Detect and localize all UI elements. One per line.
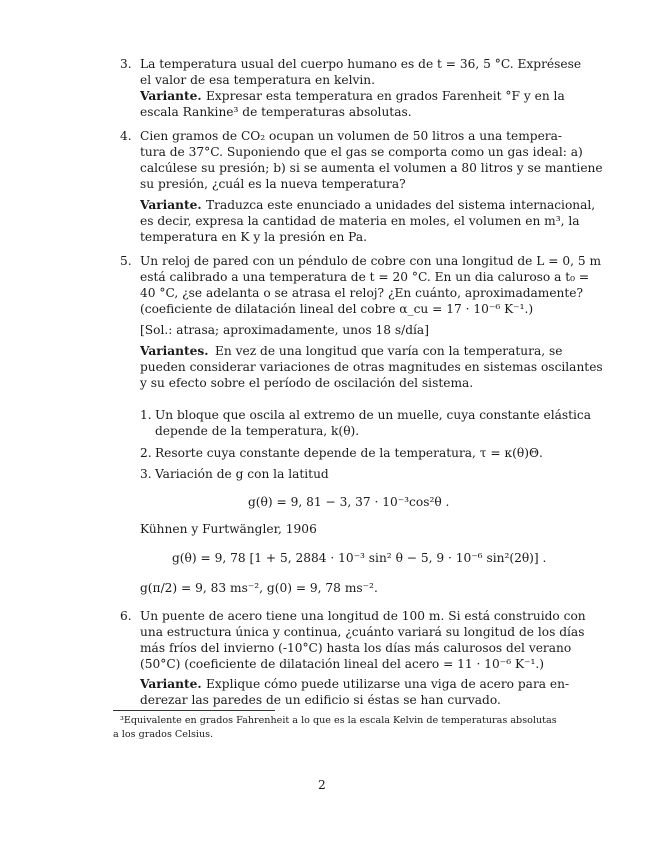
equation-latitude-1: g(θ) = 9, 81 − 3, 37 · 10⁻³cos²θ . [248,495,450,509]
item-5-text-line: 40 °C, ¿se adelanta o se atrasa el reloj? ¿En cuánto, aproximadamente? [140,286,584,300]
item-3-number: 3. [120,57,132,71]
item-4-text-line: calcúlese su presión; b) si se aumenta el volumen a 80 litros y se mantiene [140,161,603,175]
item-4-text-line: su presión, ¿cuál es la nueva temperatura? [140,177,406,191]
item-4-number: 4. [120,129,132,143]
item-5-text-line: Un reloj de pared con un péndulo de cobre con una longitud de L = 0, 5 m [140,254,602,268]
item-3-text-line: el valor de esa temperatura en kelvin. [140,73,375,87]
item-4-variante-label: Variante. [140,198,202,212]
item-5-text-line: está calibrado a una temperatura de t = 20 °C. En un dia caluroso a t₀ = [140,270,590,284]
sub-item-2-number: 2. [140,446,152,460]
sub-item-2-line: Resorte cuya constante depende de la temperatura, τ = κ(θ)Θ. [155,446,543,460]
sub-item-3-line: Variación de g con la latitud [155,467,329,481]
item-4-variante-line: temperatura en K y la presión en Pa. [140,230,367,244]
item-5-variantes-line: En vez de una longitud que varía con la temperatura, se [215,344,563,358]
item-5-variantes-line: y su efecto sobre el período de oscilación del sistema. [140,376,474,390]
item-3-text-line: La temperatura usual del cuerpo humano es de t = 36, 5 °C. Exprésese [140,57,582,71]
item-6-text-line: (50°C) (coeficiente de dilatación lineal del acero = 11 · 10⁻⁶ K⁻¹.) [140,657,545,671]
item-3-variante-line: escala Rankine³ de temperaturas absolutas. [140,105,412,119]
sub-item-1-line: depende de la temperatura, k(θ). [155,424,360,438]
item-4-variante-line: es decir, expresa la cantidad de materia en moles, el volumen en m³, la [140,214,580,228]
equation-latitude-2: g(θ) = 9, 78 [1 + 5, 2884 · 10⁻³ sin² θ − 5, 9 · 10⁻⁶ sin²(2θ)] . [172,551,547,565]
sub-item-1-line: Un bloque que oscila al extremo de un muelle, cuya constante elástica [155,408,592,422]
item-6-number: 6. [120,609,132,623]
footnote-line: ³Equivalente en grados Fahrenheit a lo que es la escala Kelvin de temperaturas absolutas [120,715,557,726]
footnote-rule [113,710,275,711]
item-5-solution: [Sol.: atrasa; aproximadamente, unos 18 s/día] [140,323,429,337]
item-6-variante-line: derezar las paredes de un edificio si éstas se han curvado. [140,693,501,707]
item-5-text-line: (coeficiente de dilatación lineal del cobre α_cu = 17 · 10⁻⁶ K⁻¹.) [140,302,534,316]
item-4-variante-line: Traduzca este enunciado a unidades del sistema internacional, [206,198,596,212]
authors-citation: Kühnen y Furtwängler, 1906 [140,522,317,536]
item-4-text-line: Cien gramos de CO₂ ocupan un volumen de 50 litros a una tempera- [140,129,563,143]
item-6-variante-line: Explique cómo puede utilizarse una viga de acero para en- [206,677,570,691]
gravity-values: g(π/2) = 9, 83 ms⁻², g(0) = 9, 78 ms⁻². [140,581,378,595]
item-5-variantes-label: Variantes. [140,344,209,358]
item-6-variante-label: Variante. [140,677,202,691]
item-6-text-line: Un puente de acero tiene una longitud de 100 m. Si está construido con [140,609,586,623]
item-5-variantes-line: pueden considerar variaciones de otras magnitudes en sistemas oscilantes [140,360,603,374]
item-6-text-line: una estructura única y continua, ¿cuánto variará su longitud de los días [140,625,585,639]
item-5-number: 5. [120,254,132,268]
sub-item-1-number: 1. [140,408,152,422]
footnote-line: a los grados Celsius. [113,729,214,740]
page-number: 2 [318,778,326,792]
item-3-variante-label: Variante. [140,89,202,103]
item-3-variante-line: Expresar esta temperatura en grados Farenheit °F y en la [206,89,565,103]
item-4-text-line: tura de 37°C. Suponiendo que el gas se comporta como un gas ideal: a) [140,145,583,159]
item-6-text-line: más fríos del invierno (-10°C) hasta los días más calurosos del verano [140,641,572,655]
sub-item-3-number: 3. [140,467,152,481]
